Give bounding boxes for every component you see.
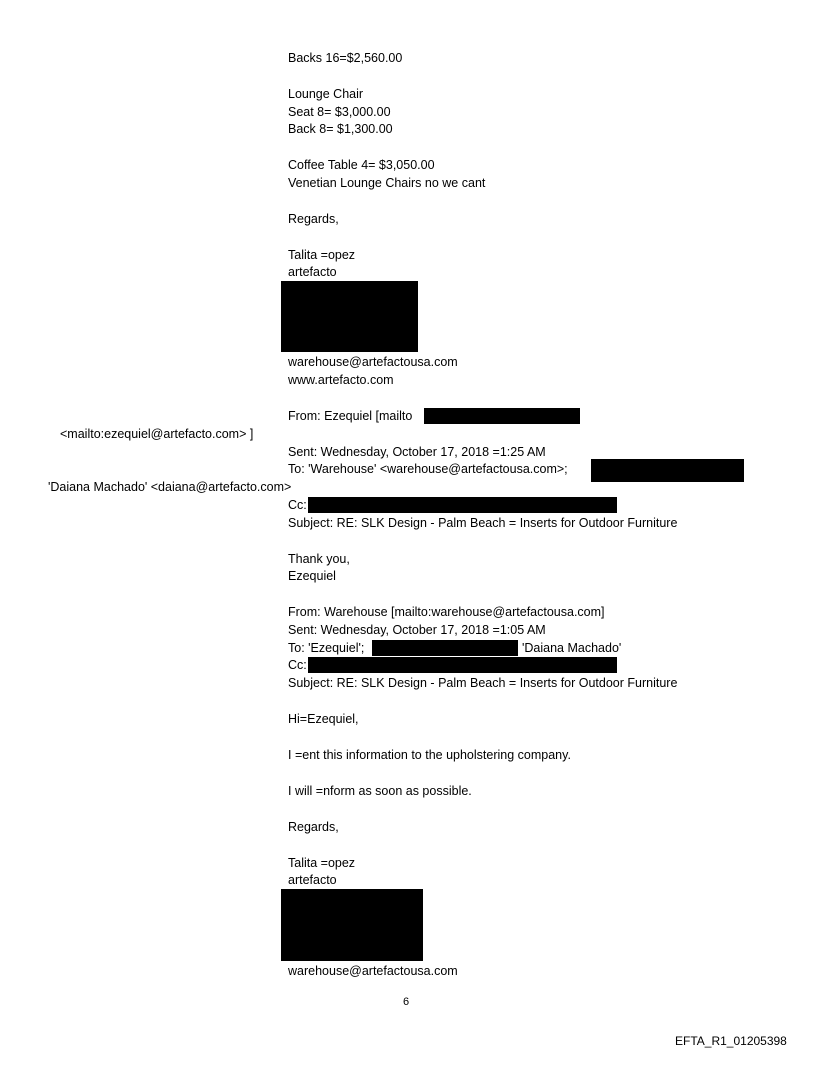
header2-to-daiana: 'Daiana Machado' bbox=[522, 641, 622, 655]
body-line-2: I will =nform as soon as possible. bbox=[288, 784, 472, 798]
signature-company-2: artefacto bbox=[288, 873, 337, 887]
regards-line: Regards, bbox=[288, 212, 339, 226]
signature-name: Talita =opez bbox=[288, 248, 356, 262]
redaction-box bbox=[308, 497, 617, 513]
lounge-chair-line: Lounge Chair bbox=[288, 87, 364, 101]
redaction-box bbox=[281, 281, 418, 352]
sender-name: Ezequiel bbox=[288, 569, 336, 583]
header1-from: From: Ezequiel [mailto bbox=[288, 409, 413, 423]
header1-cc: Cc: bbox=[288, 498, 307, 512]
header2-from: From: Warehouse [mailto:warehouse@artefactousa.com] bbox=[288, 605, 605, 619]
header2-to: To: 'Ezequiel'; bbox=[288, 641, 365, 655]
redaction-box bbox=[281, 889, 423, 961]
header1-to-cont: 'Daiana Machado' <daiana@artefacto.com> bbox=[48, 480, 292, 494]
header2-cc: Cc: bbox=[288, 658, 307, 672]
header1-sent: Sent: Wednesday, October 17, 2018 =1:25 AM bbox=[288, 445, 546, 459]
redaction-box bbox=[424, 408, 580, 424]
backs-line: Backs 16=$2,560.00 bbox=[288, 51, 403, 65]
seat-line: Seat 8= $3,000.00 bbox=[288, 105, 391, 119]
header2-sent: Sent: Wednesday, October 17, 2018 =1:05 AM bbox=[288, 623, 546, 637]
header1-subject: Subject: RE: SLK Design - Palm Beach = Inserts for Outdoor Furniture bbox=[288, 516, 678, 530]
signature-email: warehouse@artefactousa.com bbox=[288, 355, 458, 369]
document-id: EFTA_R1_01205398 bbox=[675, 1034, 787, 1048]
signature-name-2: Talita =opez bbox=[288, 856, 356, 870]
redaction-box bbox=[308, 657, 617, 673]
greeting-line: Hi=Ezequiel, bbox=[288, 712, 359, 726]
header1-mailto: <mailto:ezequiel@artefacto.com> ] bbox=[60, 427, 254, 441]
signature-web: www.artefacto.com bbox=[288, 373, 394, 387]
redaction-box bbox=[372, 640, 518, 656]
page-number: 6 bbox=[403, 996, 410, 1008]
regards-line-2: Regards, bbox=[288, 820, 339, 834]
signature-email-2: warehouse@artefactousa.com bbox=[288, 964, 458, 978]
thanks-line: Thank you, bbox=[288, 552, 350, 566]
back-line: Back 8= $1,300.00 bbox=[288, 122, 393, 136]
header2-subject: Subject: RE: SLK Design - Palm Beach = Inserts for Outdoor Furniture bbox=[288, 676, 678, 690]
signature-company: artefacto bbox=[288, 265, 337, 279]
venetian-line: Venetian Lounge Chairs no we cant bbox=[288, 176, 486, 190]
header1-to: To: 'Warehouse' <warehouse@artefactousa.com>; bbox=[288, 462, 568, 476]
coffee-table-line: Coffee Table 4= $3,050.00 bbox=[288, 158, 435, 172]
body-line-1: I =ent this information to the upholstering company. bbox=[288, 748, 571, 762]
redaction-box bbox=[591, 459, 744, 482]
